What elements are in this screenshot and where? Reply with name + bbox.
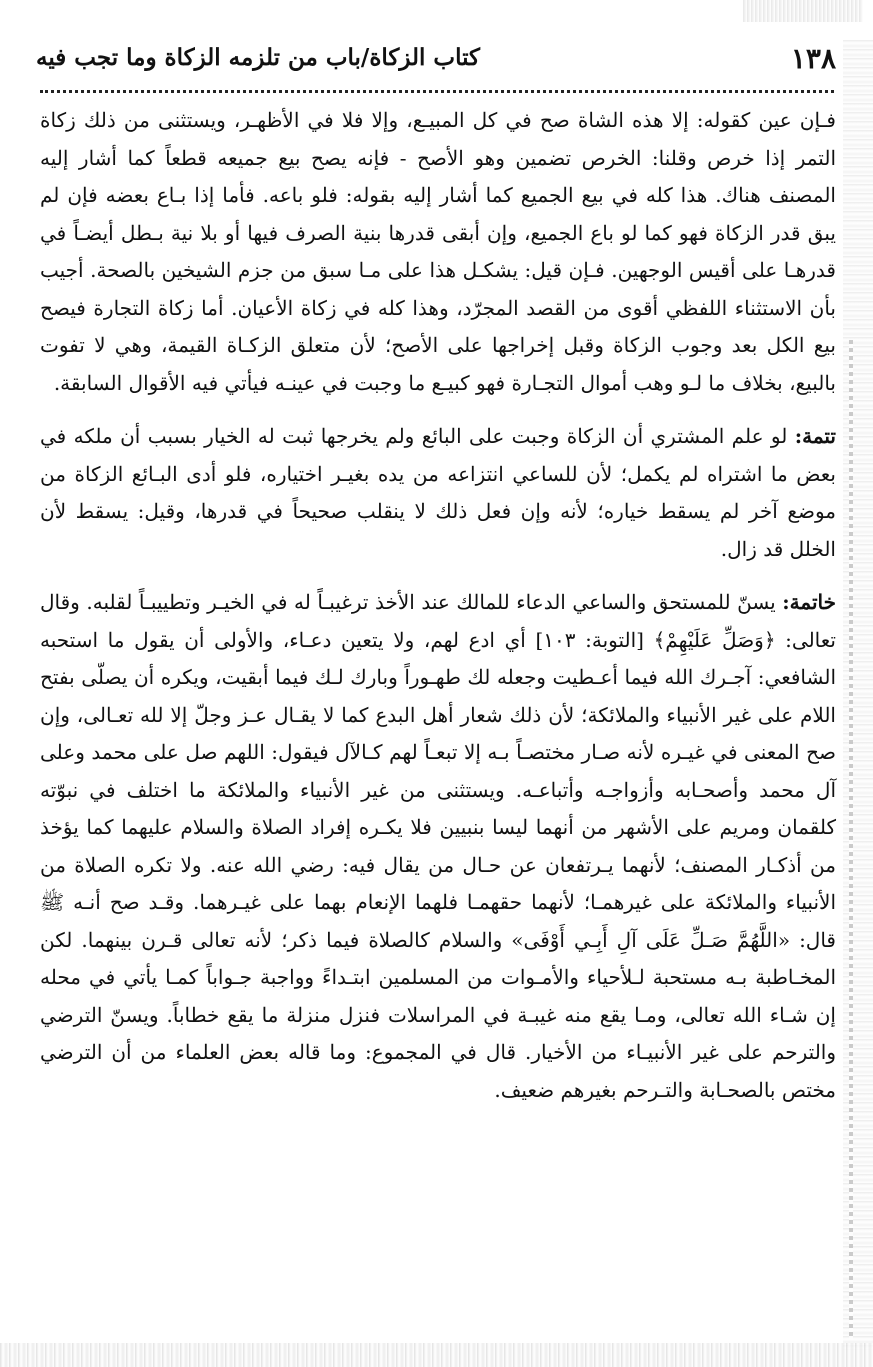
paragraph-tatimma <box>40 418 836 568</box>
section-lead-khatima: خاتمة: <box>782 590 836 614</box>
paragraph-zakat-sale <box>40 102 836 402</box>
paragraph-text: فـإن عين كقوله: إلا هذه الشاة صح في كل المبيـع، وإلا فلا في الأظهـر، ويستثنى من ذلك زكاة التمر إذا خرص وقلنا: الخرص تضمين وهو الأصح - فإنه يصح بيع جميعه قطعاً كما أشار إليه المصنف هناك. هذا كله في بيع الجميع كما أشار إليه بقوله: فلو باعه. فأما إذا بـاع بعضه فإن لم يبق قدر الزكاة فهو كما لو باع الجميع، وإن أبقى قدرها بنية الصرف فيها أو بلا نية بـطل أيضـاً في قدرهـا على أقيس الوجهين. فـإن قيل: يشكـل هذا على مـا سبق من جزم الشيخين بالصحة. أجيب بأن الاستثناء اللفظي أقوى من القصد المجرّد، وهذا كله في زكاة الأعيان. أما زكاة التجارة فيصح بيع الكل بعد وجوب الزكاة وقبل إخراجها على الأصح؛ لأن متعلق الزكـاة القيمة، وهي لا تفوت بالبيع، بخلاف ما لـو وهب أموال التجـارة فهو كبيـع ما وجبت في عينـه فيأتي فيه الأقوال السابقة. <box>40 108 836 395</box>
paragraph-text: يسنّ للمستحق والساعي الدعاء للمالك عند الأخذ ترغيبـاً له في الخيـر وتطييبـاً لقلبه. وقال تعالى: ﴿وَصَلِّ عَلَيْهِمْ﴾ [التوبة: ١٠٣] أي ادع لهم، ولا يتعين دعـاء، والأولى أن يقول ما استحبه الشافعي: آجـرك الله فيما أعـطيت وجعله لك طهـوراً وبارك لـك فيما أبقيت، ويكره أن يصلّى بفتح اللام على غير الأنبياء والملائكة؛ لأن ذلك شعار أهل البدع كما لا يقـال عـز وجلّ إلا لله تعـالى، وإن صح المعنى في غيـره لأنه صـار مختصـاً بـه إلا تبعـاً لهم كـالآل فيقول: اللهم صل على محمد وعلى آل محمد وأصحـابه وأزواجـه وأتباعـه. ويستثنى من غير الأنبياء والملائكة ما اختلف في نبوّته كلقمان ومريم على الأشهر من أنهما ليسا بنبيين فلا يكـره إفراد الصلاة والسلام عليهما كما يؤخذ من أذكـار المصنف؛ لأنهما يـرتفعان عن حـال من يقال فيه: رضي الله عنه. ولا تكره الصلاة من الأنبياء والملائكة على غيرهمـا؛ لأنهما حقهمـا فلهما الإنعام بهما على غيـرهما. وقـد صح أنـه ﷺ قال: «اللَّهُمَّ صَـلِّ عَلَى آلِ أَبِـي أَوْفَى» والسلام كالصلاة فيما ذكر؛ لأنه تعالى قـرن بينهما. لكن المخـاطبة بـه مستحبة لـلأحياء والأمـوات من المسلمين ابتـداءً وواجبة جـواباً كمـا يأتي في محله إن شـاء الله تعالى، ومـا يقع منه غيبـة في المراسلات فنزل منزلة ما يقع خطاباً. ويسنّ الترضي والترحم على غير الأنبيـاء من الأخيار. قال في المجموع: وما قاله بعض العلماء من أن الترضي مختص بالصحـابة والتـرحم بغيرهم ضعيف. <box>40 590 836 1102</box>
running-title: كتاب الزكاة/باب من تلزمه الزكاة وما تجب فيه <box>36 44 480 71</box>
section-lead-tatimma: تتمة: <box>794 424 836 448</box>
header-divider <box>40 90 834 93</box>
page-number: ١٣٨ <box>790 42 836 75</box>
scan-edge-top <box>743 0 863 22</box>
scan-binding-pattern <box>849 340 853 1340</box>
page-header <box>36 40 836 80</box>
paragraph-khatima <box>40 584 836 1109</box>
page-body <box>40 102 836 1109</box>
scan-binding-edge <box>843 40 873 1350</box>
paragraph-text: لو علم المشتري أن الزكاة وجبت على البائع ولم يخرجها ثبت له الخيار بسبب أن ملكه في بعض ما اشتراه لم يكمل؛ لأن للساعي انتزاعه من يده بغيـر اختياره، فلو أدى البـائع الزكاة من موضع آخر لم يسقط خياره؛ لأنه وإن فعل ذلك لا ينقلب صحيحاً في قدرها، وقيل: يسقط لأن الخلل قد زال. <box>40 424 836 561</box>
scan-edge-bottom <box>0 1343 873 1367</box>
